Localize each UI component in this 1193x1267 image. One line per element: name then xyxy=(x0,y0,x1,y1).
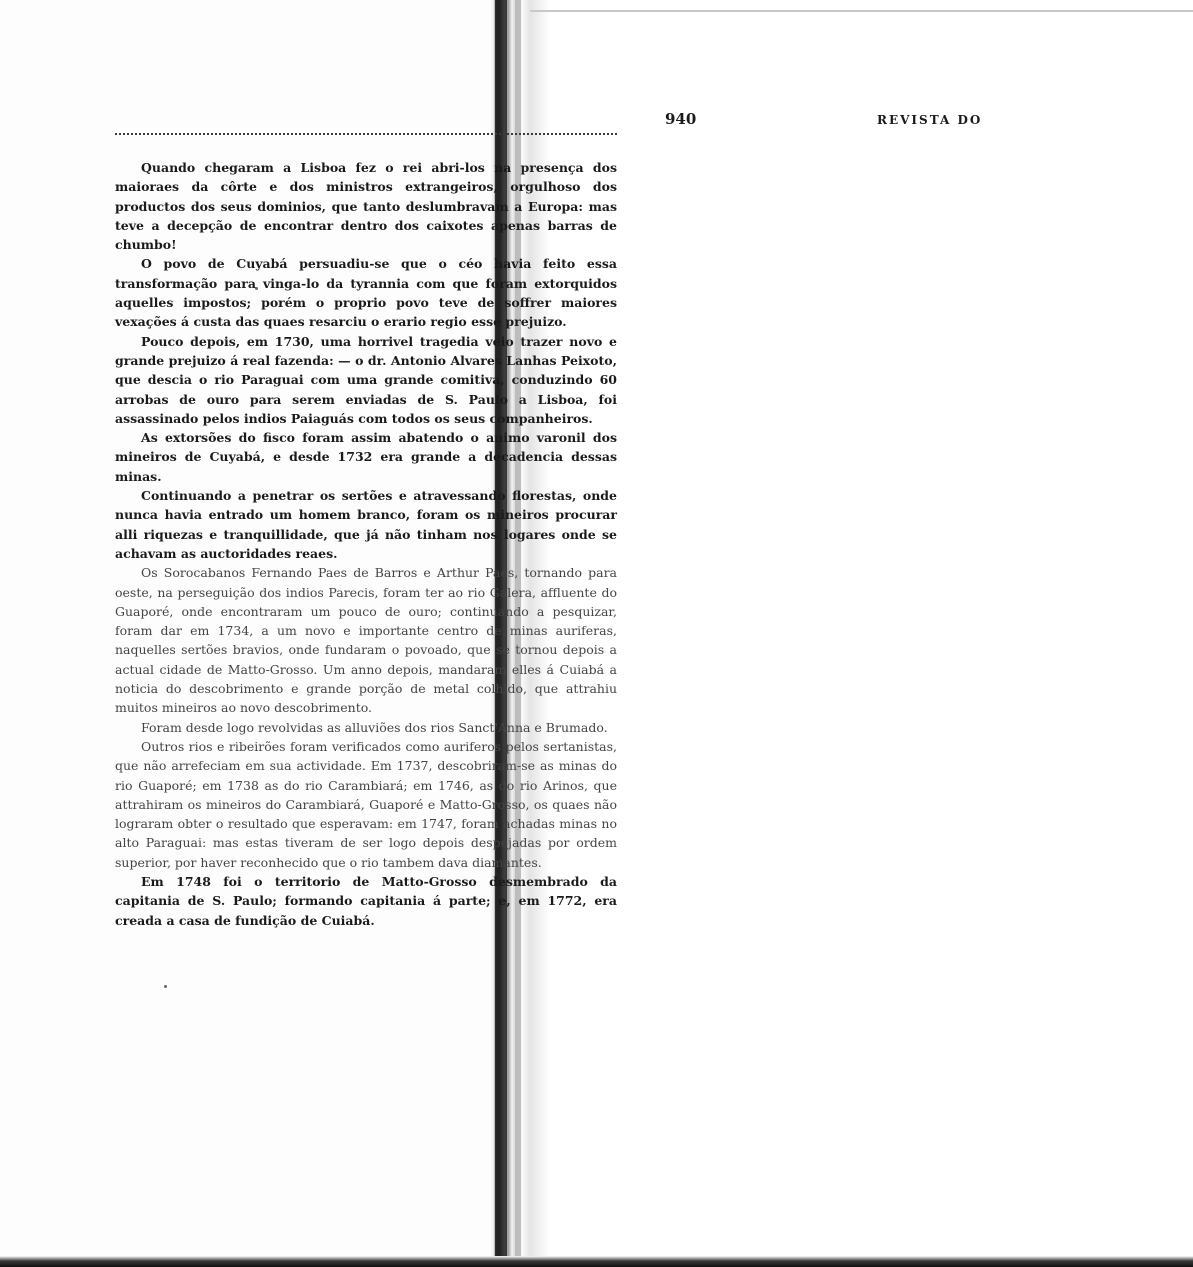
paragraph: Em 1748 foi o territorio de Matto-Grosso desmembrado da capitania de S. Paulo; formando capitania á parte; e, em 1772, era creada a casa de fundição de Cuiabá. xyxy=(115,873,617,928)
page-header xyxy=(665,110,1165,134)
body-text xyxy=(115,158,617,930)
paragraph: Quando chegaram a Lisboa fez o rei abri-los na presença dos maioraes da côrte e dos ministros extrangeiros, orgulhoso dos productos dos seus dominios, que tanto deslumbravam a Europa: mas teve a decepção de encontrar dentro dos caixotes apenas barras de chumbo! xyxy=(115,160,617,253)
header-rule xyxy=(115,133,617,135)
paragraph: Pouco depois, em 1730, uma horrivel tragedia veio trazer novo e grande prejuizo á real fazenda: — o dr. Antonio Alvares Lanhas Peixoto, que descia o rio Paraguai com uma grande comitiva, conduzindo 60 arrobas de ouro para serem enviadas de S. Paulo a Lisboa, foi assassinado pelos indios Paiaguás com todos os seus companheiros. xyxy=(115,333,617,426)
paragraph: Foram desde logo revolvidas as alluviões dos rios Sanct'Anna e Brumado. xyxy=(141,719,608,735)
paragraph: Outros rios e ribeirões foram verificados como auriferos pelos sertanistas, que não arrefeciam em sua actividade. Em 1737, descobriram-se as minas do rio Guaporé; em 1738 as do rio Carambiará; em 1746, as do rio Arinos, que attrahiram os mineiros do Carambiará, Guaporé e Matto-Grosso, os quaes não lograram obter o resultado que esperavam: em 1747, foram achadas minas no alto Paraguai: mas estas tiveram de ser logo depois despejadas por ordem superior, por haver reconhecido que o rio tambem dava diamantes. xyxy=(115,738,617,870)
page-number: 940 xyxy=(665,110,697,128)
paragraph: As extorsões do fisco foram assim abatendo o animo varonil dos mineiros de Cuyabá, e desde 1732 era grande a decadencia dessas minas. xyxy=(115,430,617,484)
page-bottom-edge xyxy=(0,1256,1193,1267)
paper-speck xyxy=(164,985,167,988)
paragraph: Continuando a penetrar os sertões e atravessando florestas, onde nunca havia entrado um homem branco, foram os mineiros procurar alli riquezas e tranquillidade, que já não tinham nos logares onde se achavam as auctoridades reaes. xyxy=(115,488,617,561)
text-page xyxy=(550,0,1193,1250)
running-title: REVISTA DO xyxy=(877,113,983,127)
paragraph: Os Sorocabanos Fernando Paes de Barros e Arthur Paes, tornando para oeste, na perseguição dos indios Parecis, foram ter ao rio Galera, affluente do Guaporé, onde encontraram um pouco de ouro; continuando a pesquizar, foram dar em 1734, a um novo e importante centro de minas auriferas, naquelles sertões bravios, onde fundaram o povoado, que se tornou depois a actual cidade de Matto-Grosso. Um anno depois, mandaram elles á Cuiabá a noticia do descobrimento e grande porção de metal colhido, que attrahiu muitos mineiros ao novo descobrimento. xyxy=(115,565,617,716)
paragraph: O povo de Cuyabá persuadiu-se que o céo havia feito essa transformação para vinga-lo da tyrannia com que foram extorquidos aquelles impostos; porém o proprio povo teve de soffrer maiores vexações á custa das quaes resarciu o erario regio esse prejuizo. xyxy=(115,256,617,330)
